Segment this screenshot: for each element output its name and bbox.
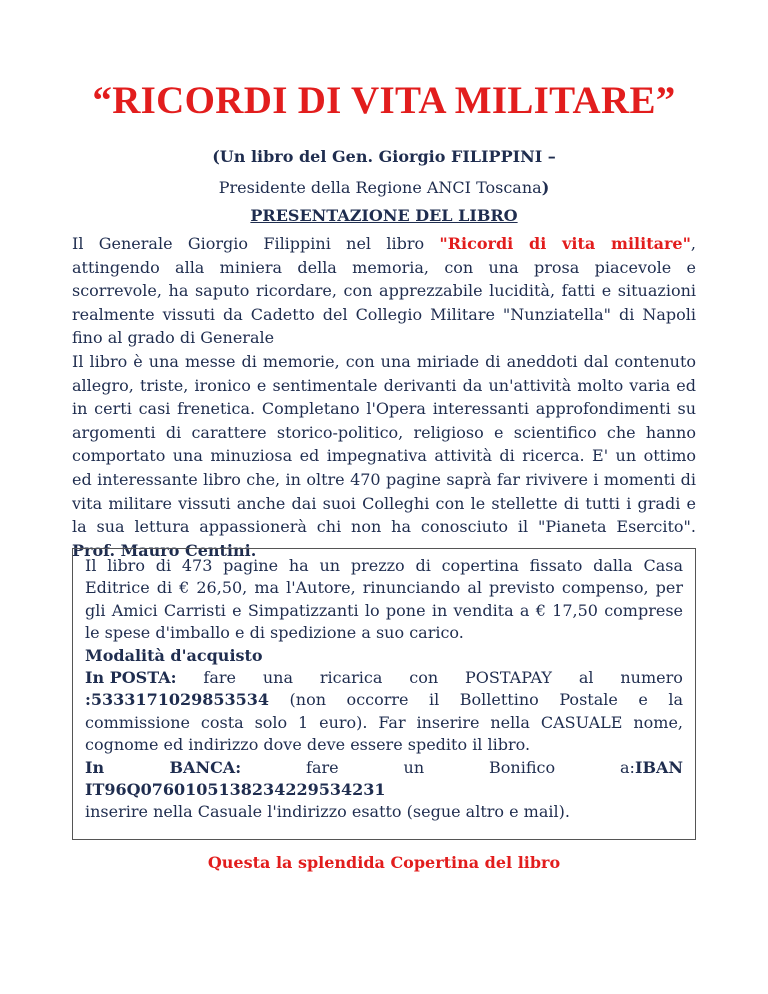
subtitle-role-paren: ) xyxy=(541,178,550,197)
section-heading-presentation: PRESENTAZIONE DEL LIBRO xyxy=(250,206,518,225)
posta-line xyxy=(85,667,683,689)
subtitle-role-text: Presidente della Regione ANCI Toscana xyxy=(218,178,542,197)
posta-word: con xyxy=(409,668,439,688)
subtitle-author: (Un libro del Gen. Giorgio FILIPPINI – xyxy=(212,147,556,166)
posta-word: una xyxy=(262,668,294,688)
posta-word: ricarica xyxy=(319,668,383,688)
banca-text: fare un Bonifico a: xyxy=(241,757,635,777)
book-title-heading: “RICORDI DI VITA MILITARE” xyxy=(92,79,676,122)
banca-rest: inserire nella Casuale l'indirizzo esatto (segue altro e mail). xyxy=(85,802,570,822)
posta-word: numero xyxy=(620,668,683,688)
posta-word: al xyxy=(578,668,594,688)
posta-details xyxy=(85,689,683,756)
banca-label: In BANCA: xyxy=(85,757,242,777)
intro-after-title: , attingendo alla miniera della memoria, con una prosa piacevole e scorrevole, ha saputo ricordare, con apprezzabile lucidità, fatti e situazioni realmente vissuti da Cadetto del Collegio Militare "Nunziatella" di Napoli fino al grado di Generale xyxy=(72,234,697,348)
subtitle-role xyxy=(72,178,696,197)
postapay-number: :5333171029853534 xyxy=(85,690,270,710)
posta-word: fare xyxy=(203,668,236,688)
intro-paragraph-2: Il libro è una messe di memorie, con una miriade di aneddoti dal contenuto allegro, triste, ironico e sentimentale derivanti da un'attività molto varia ed in certi casi frenetica. Completano l'Opera interessanti approfondimenti su argomenti di carattere storico-politico, religioso e scientifico che hanno comportato una minuziosa ed impegnativa attività di ricerca. E' un ottimo ed interessante libro che, in oltre 470 pagine saprà far rivivere i momenti di vita militare vissuti anche dai suoi Colleghi con le stellette di tutti i gradi e la sua lettura appassionerà chi non ha conosciuto il "Pianeta Esercito". xyxy=(72,351,696,537)
presentation-text xyxy=(72,232,696,562)
intro-book-title: "Ricordi di vita militare" xyxy=(439,234,691,253)
price-info: Il libro di 473 pagine ha un prezzo di copertina fissato dalla Casa Editrice di € 26,50, ma l'Autore, rinunciando al previsto compenso, per gli Amici Carristi e Simpatizzanti lo pone in vendita a € 17,50 comprese le spese d'imballo e di spedizione a suo carico. xyxy=(85,556,683,643)
purchase-info-box xyxy=(72,548,696,840)
intro-before-title: Il Generale Giorgio Filippini nel libro xyxy=(72,234,440,253)
banca-line xyxy=(85,757,683,802)
iban-code: IBAN IT96Q0760105138234229534231 xyxy=(85,757,683,800)
purchase-heading: Modalità d'acquisto xyxy=(85,645,263,665)
posta-word: POSTAPAY xyxy=(465,668,552,688)
intro-signature: Prof. Mauro Centini. xyxy=(72,540,257,560)
cover-caption: Questa la splendida Copertina del libro xyxy=(207,853,561,872)
posta-label: In POSTA: xyxy=(85,668,177,688)
posta-rest: (non occorre il Bollettino Postale e la commissione costa solo 1 euro). Far inserire nella CASUALE nome, cognome ed indirizzo dove deve essere spedito il libro. xyxy=(85,690,683,755)
